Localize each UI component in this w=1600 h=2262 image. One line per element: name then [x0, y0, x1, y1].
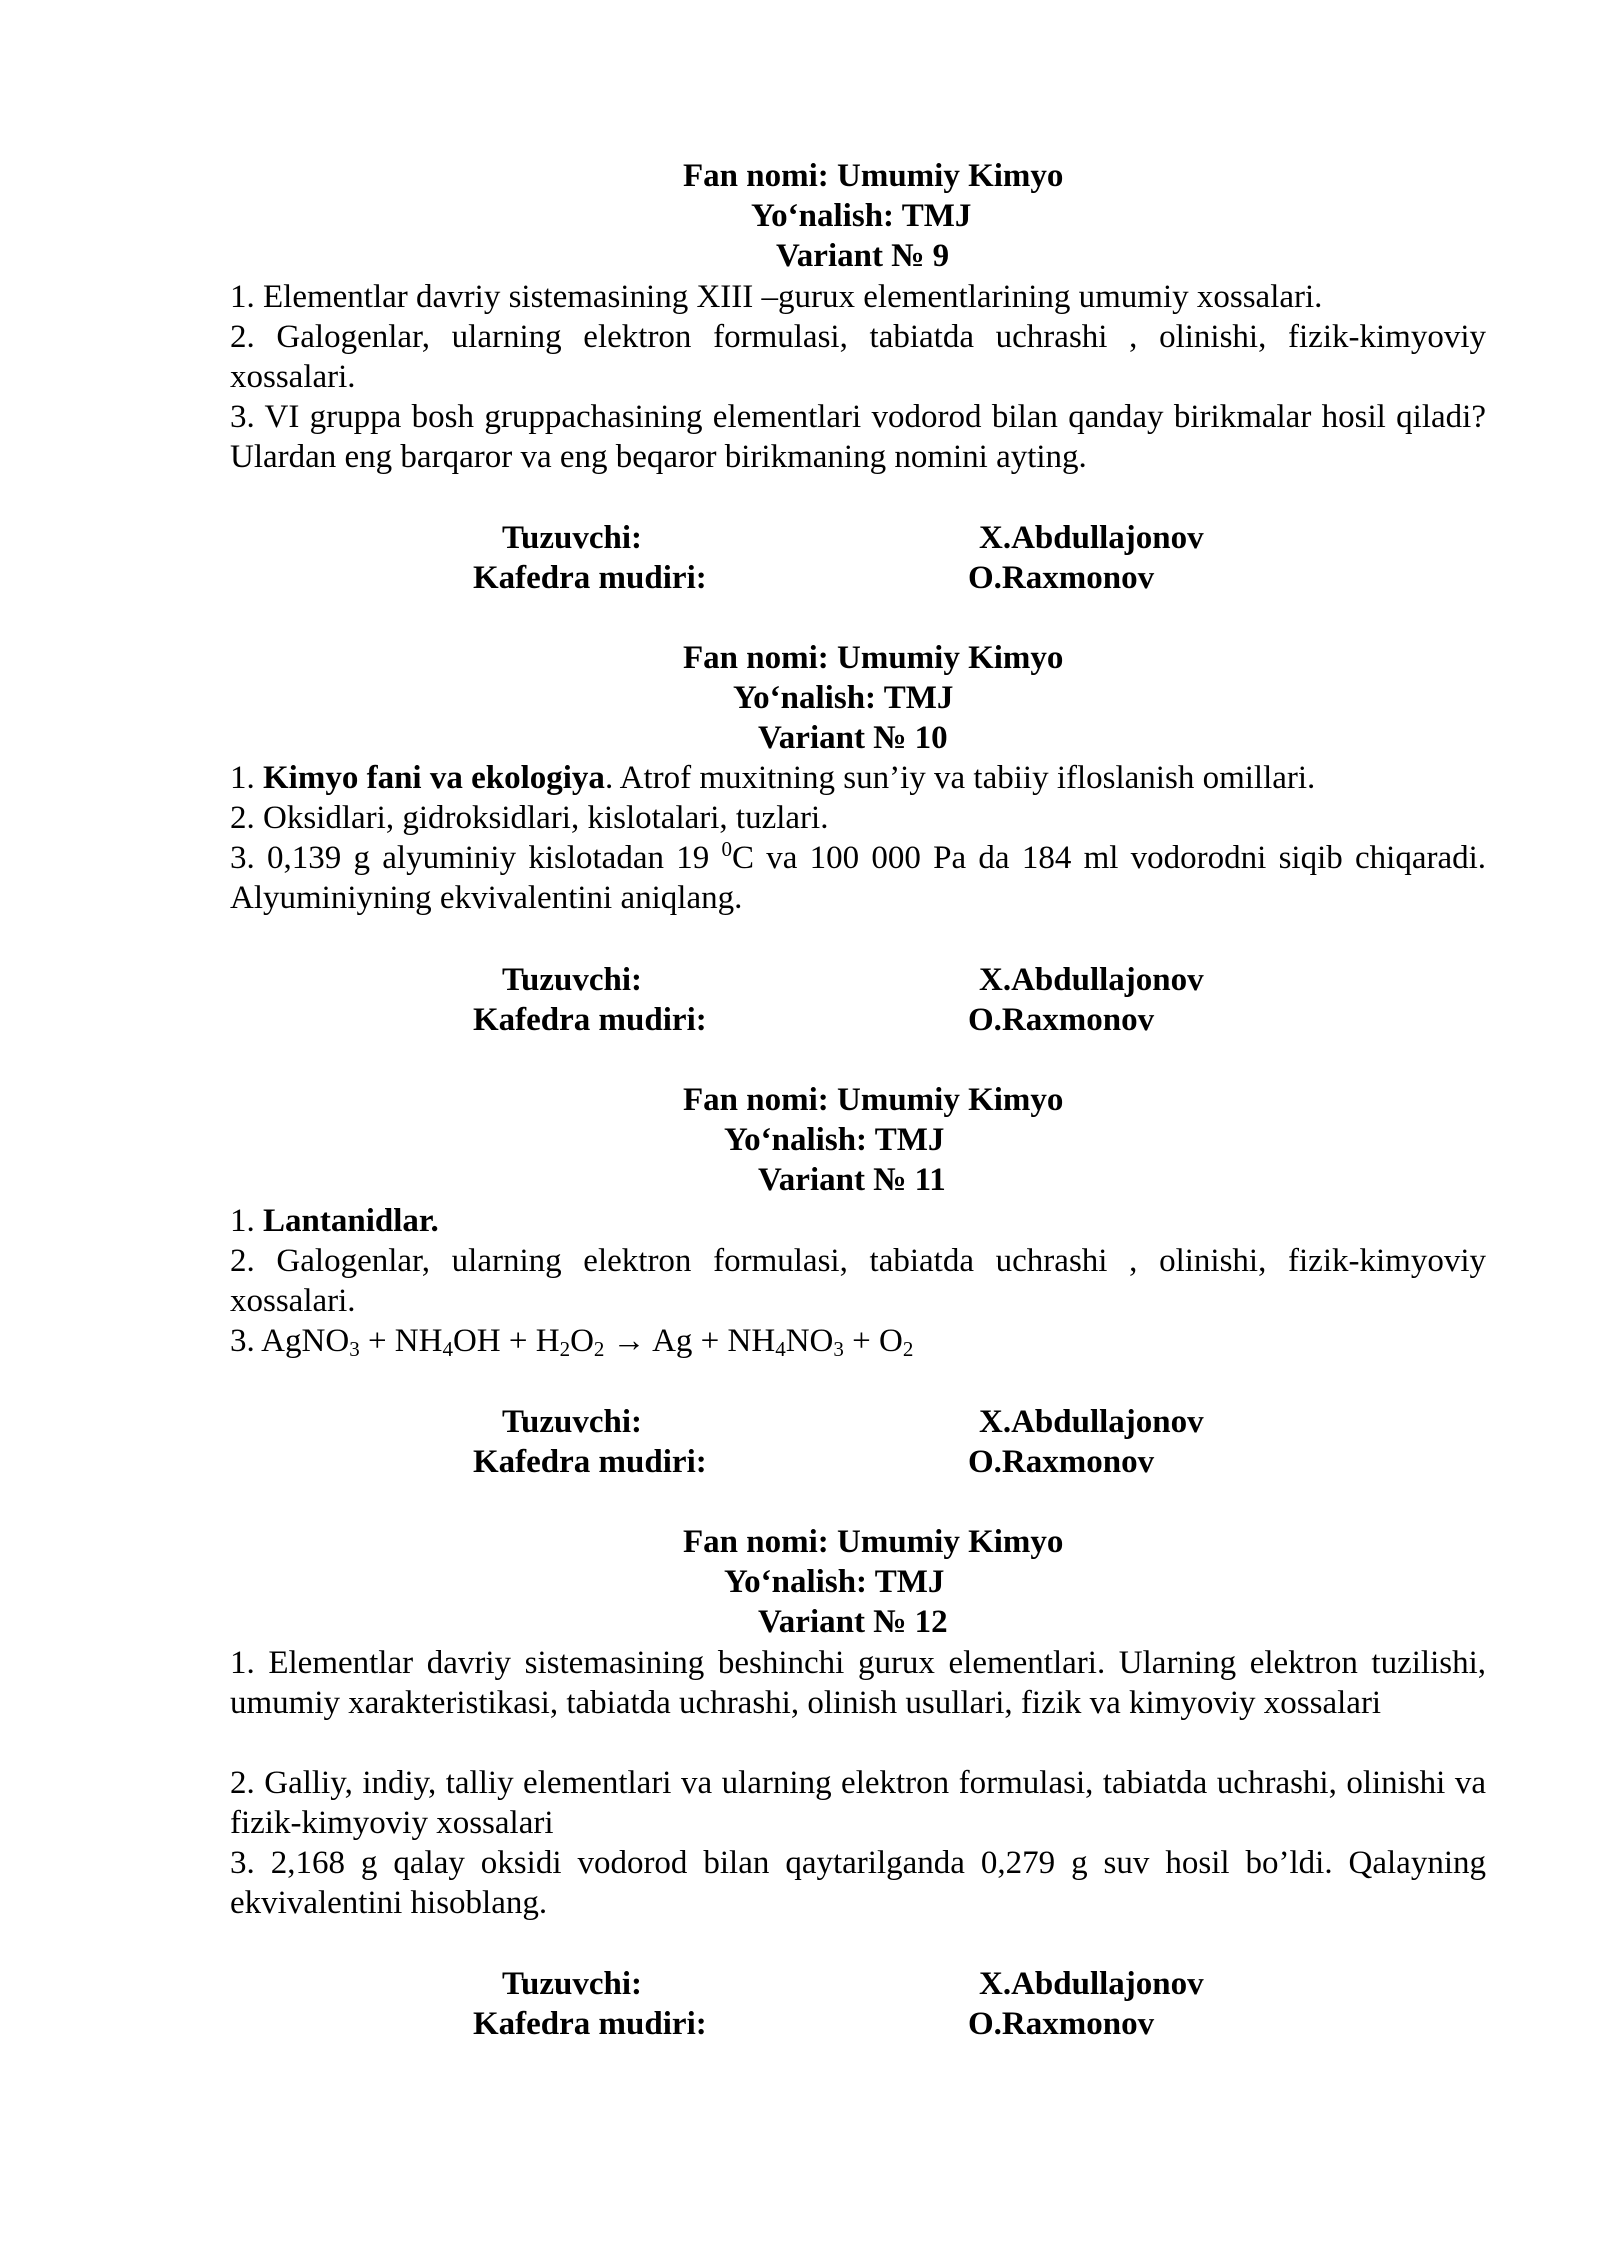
compiler-label: Tuzuvchi:: [502, 962, 642, 998]
head-name: O.Raxmonov: [968, 2006, 1155, 2042]
head-label: Kafedra mudiri:: [473, 2006, 707, 2042]
variant-title: Variant № 9: [776, 238, 950, 274]
eq-text: + NH: [359, 1323, 443, 1359]
head-name: O.Raxmonov: [968, 1444, 1155, 1480]
question-1-text: . Atrof muxitning sun’iy va tabiiy ifloslanish omillari.: [604, 760, 1316, 796]
eq-text: + O: [843, 1323, 903, 1359]
direction-title: Yo‘nalish: TMJ: [733, 680, 954, 716]
eq-subscript: 2: [593, 1337, 605, 1361]
head-label: Kafedra mudiri:: [473, 1444, 707, 1480]
compiler-name: X.Abdullajonov: [979, 962, 1204, 998]
eq-text: → Ag + NH: [604, 1323, 776, 1359]
question-3: [230, 838, 1486, 918]
eq-text: OH + H: [452, 1323, 560, 1359]
direction-title: Yo‘nalish: TMJ: [751, 198, 972, 234]
head-label: Kafedra mudiri:: [473, 560, 707, 596]
eq-text: O: [570, 1323, 594, 1359]
question-1: [230, 1201, 1486, 1241]
variant-title: Variant № 11: [758, 1162, 946, 1198]
compiler-name: X.Abdullajonov: [979, 520, 1204, 556]
compiler-name: X.Abdullajonov: [979, 1404, 1204, 1440]
eq-subscript: 3: [833, 1337, 844, 1361]
eq-subscript: 2: [902, 1337, 914, 1361]
subject-title: Fan nomi: Umumiy Kimyo: [683, 1082, 1064, 1118]
variant-title: Variant № 10: [758, 720, 948, 756]
question-3: 3. 2,168 g qalay oksidi vodorod bilan qaytarilganda 0,279 g suv hosil bo’ldi. Qalayning ekvivalentini hisoblang.: [230, 1845, 1486, 1921]
compiler-name: X.Abdullajonov: [979, 1966, 1204, 2002]
eq-subscript: 4: [442, 1337, 453, 1361]
compiler-label: Tuzuvchi:: [502, 520, 642, 556]
question-2: 2. Galogenlar, ularning elektron formulasi, tabiatda uchrashi , olinishi, fizik-kimyoviy xossalari.: [230, 319, 1486, 395]
question-2: 2. Galogenlar, ularning elektron formulasi, tabiatda uchrashi , olinishi, fizik-kimyoviy xossalari.: [230, 1243, 1486, 1319]
compiler-label: Tuzuvchi:: [502, 1404, 642, 1440]
degree-superscript: 0: [721, 837, 732, 861]
question-3-text-b: C va 100 000 Pa da 184 ml vodorodni siqib chiqaradi. Alyuminiyning ekvivalentini aniqlang.: [230, 840, 1487, 916]
direction-title: Yo‘nalish: TMJ: [724, 1564, 945, 1600]
question-1: 1. Elementlar davriy sistemasining beshinchi gurux elementlari. Ularning elektron tuzilishi, umumiy xarakteristikasi, tabiatda uchrashi, olinish usullari, fizik va kimyoviy xossalari: [230, 1645, 1486, 1721]
question-1-topic: Kimyo fani va ekologiya: [263, 760, 605, 796]
compiler-label: Tuzuvchi:: [502, 1966, 642, 2002]
eq-subscript: 2: [559, 1337, 571, 1361]
question-1-number: 1.: [230, 1203, 255, 1239]
subject-title: Fan nomi: Umumiy Kimyo: [683, 640, 1064, 676]
question-2: 2. Oksidlari, gidroksidlari, kislotalari, tuzlari.: [230, 800, 829, 836]
question-3-text-a: 3. 0,139 g alyuminiy kislotadan 19: [230, 840, 710, 876]
variant-title: Variant № 12: [758, 1604, 948, 1640]
subject-title: Fan nomi: Umumiy Kimyo: [683, 158, 1064, 194]
question-2: 2. Galliy, indiy, talliy elementlari va ularning elektron formulasi, tabiatda uchrashi, olinishi va fizik-kimyoviy xossalari: [230, 1765, 1486, 1841]
head-name: O.Raxmonov: [968, 560, 1155, 596]
eq-text: 3. AgNO: [230, 1323, 350, 1359]
eq-text: NO: [785, 1323, 834, 1359]
question-1: [230, 758, 1486, 798]
direction-title: Yo‘nalish: TMJ: [724, 1122, 945, 1158]
subject-title: Fan nomi: Umumiy Kimyo: [683, 1524, 1064, 1560]
question-1: 1. Elementlar davriy sistemasining XIII –gurux elementlarining umumiy xossalari.: [230, 279, 1323, 315]
question-3: 3. VI gruppa bosh gruppachasining elementlari vodorod bilan qanday birikmalar hosil qiladi? Ulardan eng barqaror va eng beqaror birikmaning nomini ayting.: [230, 399, 1486, 475]
head-label: Kafedra mudiri:: [473, 1002, 707, 1038]
question-1-number: 1.: [230, 760, 255, 796]
head-name: O.Raxmonov: [968, 1002, 1155, 1038]
question-1-topic: Lantanidlar.: [263, 1203, 439, 1239]
question-3-equation: [230, 1321, 1486, 1361]
eq-subscript: 3: [349, 1337, 360, 1361]
eq-subscript: 4: [775, 1337, 786, 1361]
